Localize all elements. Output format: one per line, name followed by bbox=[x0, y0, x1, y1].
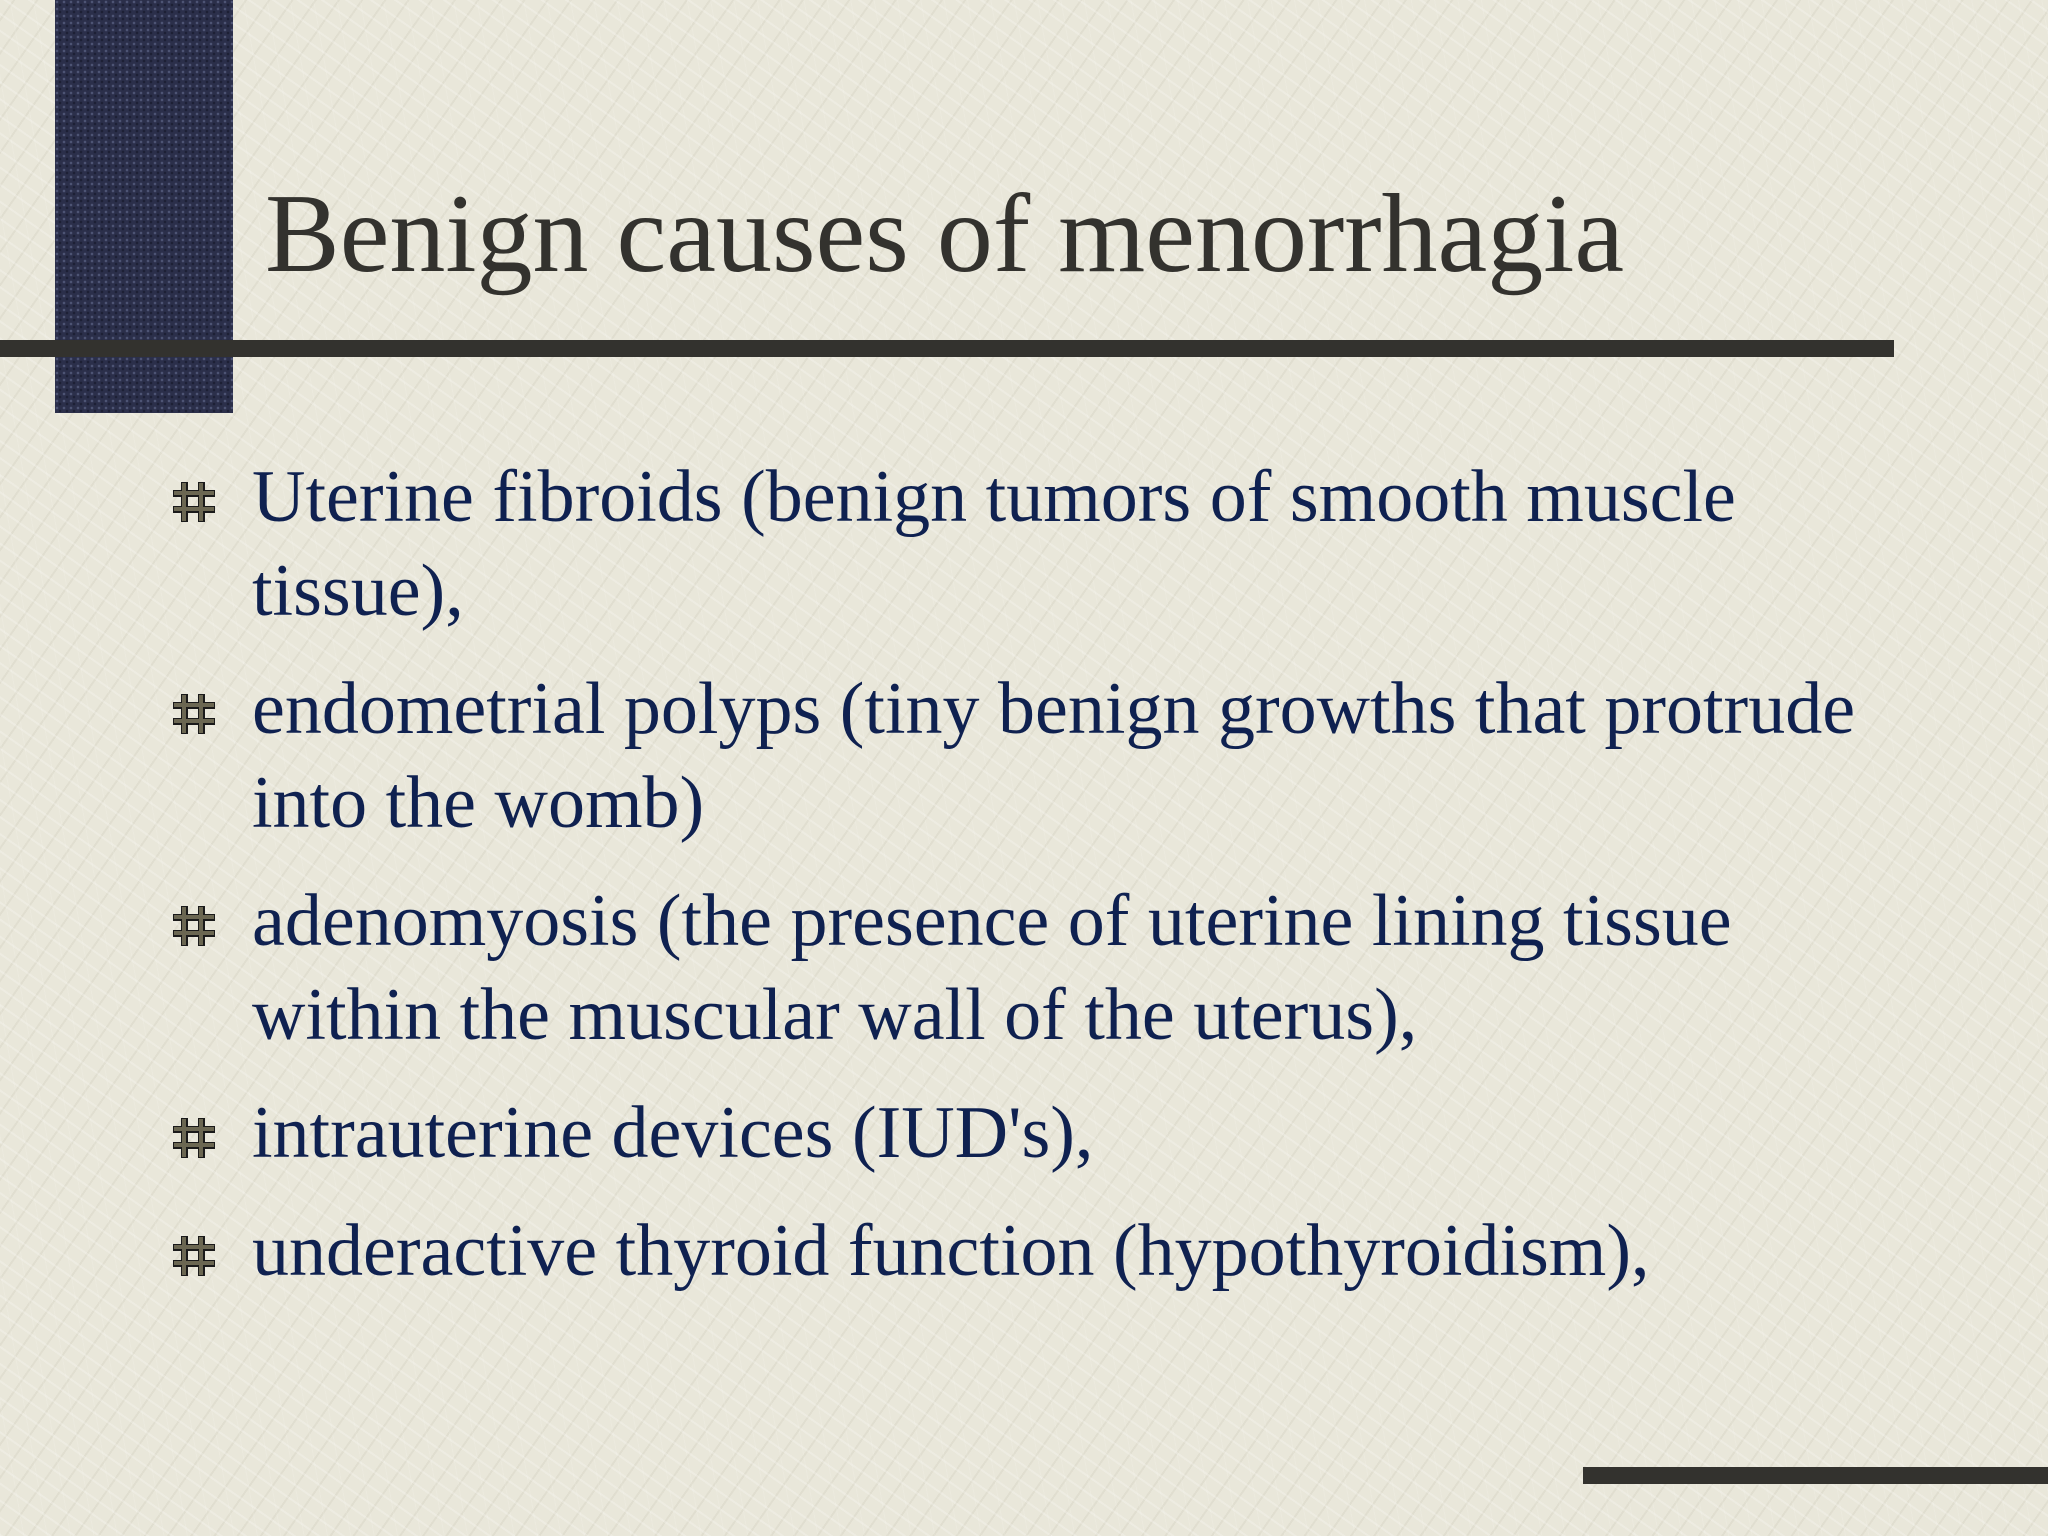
bullet-text: intrauterine devices (IUD's), bbox=[252, 1092, 1094, 1174]
bullet-item bbox=[170, 662, 1890, 850]
bullet-list bbox=[170, 450, 1890, 1322]
footer-divider-rule bbox=[1583, 1467, 2048, 1484]
hash-bullet-icon bbox=[170, 690, 218, 738]
hash-bullet-icon bbox=[170, 478, 218, 526]
hash-bullet-icon bbox=[170, 902, 218, 950]
bullet-item bbox=[170, 1086, 1890, 1180]
bullet-item bbox=[170, 450, 1890, 638]
bullet-text: Uterine fibroids (benign tumors of smooth muscle tissue), bbox=[252, 456, 1736, 632]
bullet-text: adenomyosis (the presence of uterine lining tissue within the muscular wall of the uterus), bbox=[252, 880, 1732, 1056]
title-divider-rule bbox=[0, 340, 1894, 357]
bullet-text: endometrial polyps (tiny benign growths that protrude into the womb) bbox=[252, 668, 1856, 844]
hash-bullet-icon bbox=[170, 1114, 218, 1162]
bullet-item bbox=[170, 1204, 1890, 1298]
bullet-text: underactive thyroid function (hypothyroidism), bbox=[252, 1210, 1650, 1292]
slide-title: Benign causes of menorrhagia bbox=[265, 172, 1625, 296]
bullet-item bbox=[170, 874, 1890, 1062]
hash-bullet-icon bbox=[170, 1232, 218, 1280]
